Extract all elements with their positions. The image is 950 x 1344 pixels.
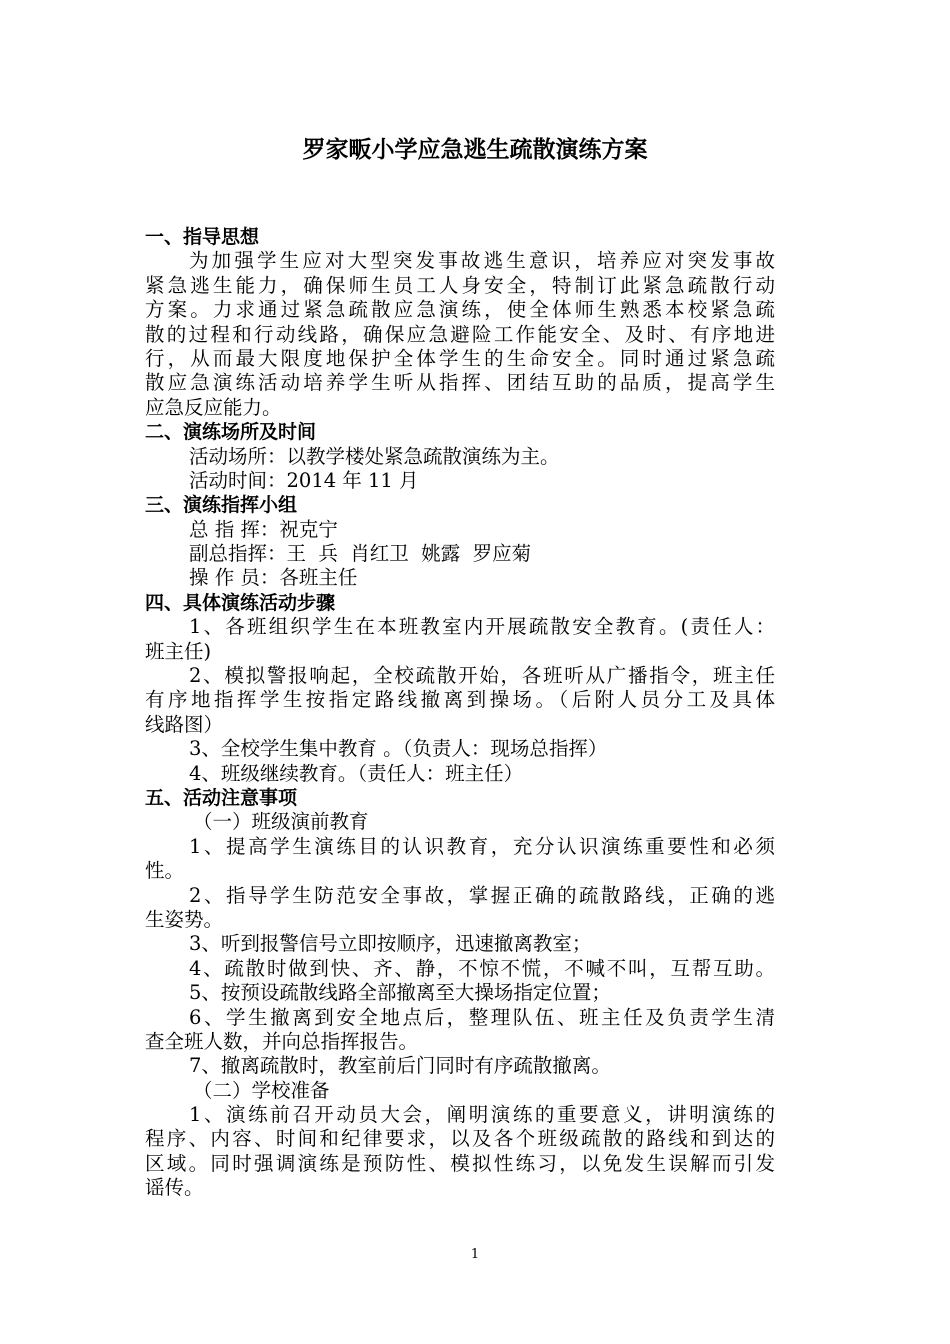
section-heading-4: 四、具体演练活动步骤 <box>145 591 336 614</box>
paragraph-line: 生姿势。 <box>145 907 224 931</box>
paragraph-line: 行，从而最大限度地保护全体学生的生命安全。同时通过紧急疏 <box>145 346 775 370</box>
paragraph-line: 4、班级继续教育。（责任人：班主任） <box>189 761 524 785</box>
paragraph-line: 散应急演练活动培养学生听从指挥、团结互助的品质，提高学生 <box>145 371 775 395</box>
document-title: 罗家畈小学应急逃生疏散演练方案 <box>302 137 648 163</box>
section-heading-2: 二、演练场所及时间 <box>145 421 317 444</box>
paragraph-line: 副总指挥：王 兵 肖红卫 姚露 罗应菊 <box>189 542 532 566</box>
paragraph-line: 3、听到报警信号立即按顺序，迅速撤离教室； <box>189 932 592 956</box>
paragraph-line: 有序地指挥学生按指定路线撤离到操场。（后附人员分工及具体 <box>145 688 775 712</box>
subsection-heading: （二）学校准备 <box>193 1078 330 1102</box>
paragraph-line: 为加强学生应对大型突发事故逃生意识，培养应对突发事故 <box>189 249 775 273</box>
paragraph-line: 1、演练前召开动员大会，阐明演练的重要意义，讲明演练的 <box>189 1103 775 1127</box>
section-heading-3: 三、演练指挥小组 <box>145 494 298 517</box>
paragraph-line: 6、学生撤离到安全地点后，整理队伍、班主任及负责学生清 <box>189 1005 775 1029</box>
subsection-heading: （一）班级演前教育 <box>193 810 369 834</box>
paragraph-line: 查全班人数，并向总指挥报告。 <box>145 1029 419 1053</box>
paragraph-line: 活动时间：2014 年 11 月 <box>189 468 419 492</box>
paragraph-line: 3、全校学生集中教育 。（负责人：现场总指挥） <box>189 737 608 761</box>
paragraph-line: 2、模拟警报响起，全校疏散开始，各班听从广播指令，班主任 <box>189 664 775 688</box>
paragraph-line: 操 作 员：各班主任 <box>189 566 358 590</box>
paragraph-line: 5、按预设疏散线路全部撤离至大操场指定位置； <box>189 981 611 1005</box>
page-number: 1 <box>470 1247 480 1262</box>
section-heading-5: 五、活动注意事项 <box>145 786 298 809</box>
paragraph-line: 1、提高学生演练目的认识教育，充分认识演练重要性和必须 <box>189 834 775 858</box>
paragraph-line: 1、各班组织学生在本班教室内开展疏散安全教育。(责任人： <box>189 615 775 639</box>
document-body <box>145 225 775 1201</box>
paragraph-line: 总 指 挥：祝克宁 <box>189 517 338 541</box>
paragraph-line: 散的过程和行动线路，确保应急避险工作能安全、及时、有序地进 <box>145 322 775 346</box>
paragraph-line: 班主任) <box>145 639 212 663</box>
paragraph-line: 活动场所：以教学楼处紧急疏散演练为主。 <box>189 444 560 468</box>
paragraph-line: 程序、内容、时间和纪律要求，以及各个班级疏散的路线和到达的 <box>145 1127 775 1151</box>
paragraph-line: 区域。同时强调演练是预防性、模拟性练习，以免发生误解而引发 <box>145 1151 775 1175</box>
paragraph-line: 线路图） <box>145 712 224 736</box>
paragraph-line: 紧急逃生能力，确保师生员工人身安全，特制订此紧急疏散行动 <box>145 273 775 297</box>
paragraph-line: 谣传。 <box>145 1176 204 1200</box>
paragraph-line: 7、撤离疏散时，教室前后门同时有序疏散撤离。 <box>189 1054 611 1078</box>
paragraph-line: 应急反应能力。 <box>145 395 282 419</box>
paragraph-line: 性。 <box>145 859 185 883</box>
paragraph-line: 方案。力求通过紧急疏散应急演练，使全体师生熟悉本校紧急疏 <box>145 298 775 322</box>
paragraph-line: 2、指导学生防范安全事故，掌握正确的疏散路线，正确的逃 <box>189 883 775 907</box>
section-heading-1: 一、指导思想 <box>145 226 260 248</box>
paragraph-line: 4、疏散时做到快、齐、静，不惊不慌，不喊不叫，互帮互助。 <box>189 956 775 980</box>
